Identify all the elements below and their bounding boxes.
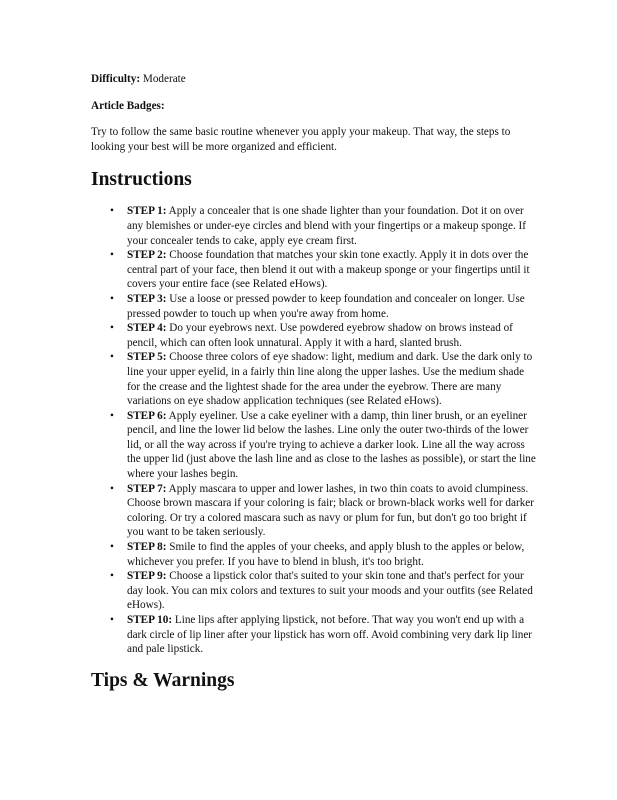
step-item [91, 569, 539, 613]
step-label: STEP 2: [127, 249, 167, 262]
step-label: STEP 4: [127, 322, 167, 335]
step-text: Choose foundation that matches your skin tone exactly. Apply it in dots over the central part of your face, then blend it out with a makeup sponge or your fingertips until it covers your entire face (see Related eHows). [127, 249, 530, 291]
step-label: STEP 8: [127, 541, 167, 554]
step-text: Apply mascara to upper and lower lashes, in two thin coats to avoid clumpiness. Choose brown mascara if your coloring is fair; black or brown-black works well for darker coloring. Or try a colored mascara such as navy or plum for fun, but don't go too bright if you want to be taken seriously. [127, 482, 534, 539]
step-label: STEP 9: [127, 570, 167, 583]
difficulty-label: Difficulty: [91, 73, 141, 85]
bullet-icon: • [110, 322, 114, 335]
bullet-icon: • [110, 205, 114, 218]
bullet-icon: • [110, 541, 114, 554]
step-label: STEP 10: [127, 614, 173, 626]
step-label: STEP 5: [127, 351, 167, 364]
difficulty-value: Moderate [142, 73, 186, 85]
step-item [91, 292, 539, 321]
step-item [91, 540, 539, 569]
bullet-icon: • [110, 614, 114, 626]
article-badges-label: Article Badges: [91, 99, 165, 112]
step-item [91, 350, 539, 408]
step-item [91, 482, 539, 540]
step-text: Apply a concealer that is one shade lighter than your foundation. Dot it on over any blemishes or under-eye circles and blend with your fingertips or a makeup sponge. If your concealer tends to cake, apply eye cream first. [127, 205, 526, 247]
step-text: Smile to find the apples of your cheeks, and apply blush to the apples or below, whichever you prefer. If you have to blend in blush, it's too bright. [127, 541, 525, 568]
step-label: STEP 6: [127, 409, 167, 422]
step-item [91, 613, 539, 657]
document-page [91, 72, 539, 705]
bullet-icon: • [110, 351, 114, 364]
step-text: Apply eyeliner. Use a cake eyeliner with a damp, thin liner brush, or an eyeliner pencil, and line the lower lid below the lashes. Line only the outer two-thirds of the lower lid, or all the way across if you're trying to achieve a darker look. Line all the way across the upper lid (just above the lash line and as close to the lashes as possible), or start the line where your lashes begin. [127, 409, 536, 481]
step-text: Use a loose or pressed powder to keep foundation and concealer on longer. Use pressed powder to touch up when you're away from home. [127, 292, 525, 320]
step-label: STEP 7: [127, 482, 167, 495]
article-badges-line [91, 99, 539, 114]
tips-warnings-heading: Tips & Warnings [91, 669, 235, 691]
bullet-icon: • [110, 570, 114, 583]
bullet-icon: • [110, 249, 114, 262]
step-label: STEP 3: [127, 292, 167, 305]
step-text: Choose a lipstick color that's suited to your skin tone and that's perfect for your day look. You can mix colors and textures to suit your moods and your outfits (see Related eHows). [127, 570, 533, 612]
difficulty-line [91, 72, 539, 87]
step-item [91, 248, 539, 292]
steps-list [91, 204, 539, 656]
instructions-heading: Instructions [91, 169, 192, 191]
step-text: Choose three colors of eye shadow: light, medium and dark. Use the dark only to line your upper eyelid, in a fairly thin line along the upper lashes. Use the medium shade for the crease and the lightest shade for the area under the eyebrow. There are many variations on eye shadow application techniques (see Related eHows). [127, 351, 533, 408]
step-item [91, 204, 539, 248]
bullet-icon: • [110, 409, 114, 422]
bullet-icon: • [110, 292, 114, 305]
step-text: Do your eyebrows next. Use powdered eyebrow shadow on brows instead of pencil, which can often look unnatural. Apply it with a hard, slanted brush. [127, 322, 513, 349]
step-label: STEP 1: [127, 205, 167, 218]
step-item [91, 409, 539, 482]
bullet-icon: • [110, 482, 114, 495]
step-item [91, 321, 539, 350]
intro-paragraph: Try to follow the same basic routine whenever you apply your makeup. That way, the steps to looking your best will be more organized and efficient. [91, 126, 511, 153]
step-text: Line lips after applying lipstick, not before. That way you won't end up with a dark circle of lip liner after your lipstick has worn off. Avoid combining very dark lip liner and pale lipstick. [127, 614, 533, 656]
